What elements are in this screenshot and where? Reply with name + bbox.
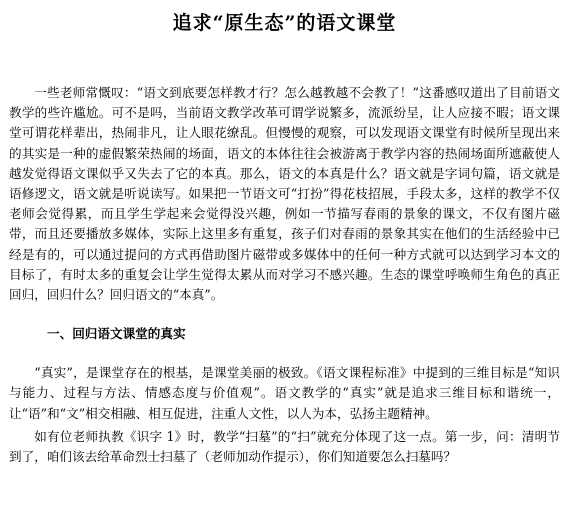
section-heading: 一、回归语文课堂的真实 bbox=[47, 326, 186, 342]
section-paragraph-2: 如有位老师执教《识字 1》时，教学“扫墓”的“扫”就充分体现了这一点。第一步，问：清明节到了，咱们该去给革命烈士扫墓了（老师加动作提示），你们知道要怎么扫墓吗？ bbox=[9, 428, 560, 465]
intro-paragraph: 一些老师常慨叹：“语文到底要怎样教才行？怎么越教越不会教了！”这番感叹道出了目前语文教学的些许尴尬。可不是吗，当前语文教学改革可谓学说繁多，流派纷呈，让人应接不暇；语文课堂可谓花样辈出，热闹非凡，让人眼花缭乱。但慢慢的观察，可以发现语文课堂有时候所呈现出来的其实是一种的虚假繁荣热闹的场面，语文的本体往往会被游离于教学内容的热闹场面所遮蔽使人越发觉得语文课似乎又失去了它的本真。那么，语文的本真是什么？语文就是字词句篇，语文就是语修逻文，语文就是听说读写。如果把一节语文可“打扮”得花枝招展，手段太多，这样的教学不仅老师会觉得累，而且学生学起来会觉得没兴趣，例如一节描写春雨的景象的课文，不仅有图片磁带，而且还要播放多媒体，实际上这里多有重复，孩子们对春雨的景象其实在他们的生活经验中已经是有的，可以通过提问的方式再借助图片磁带或多媒体中的任何一种方式就可以达到学习本文的目标了，有时太多的重复会让学生觉得太累从而对学习不感兴趣。生态的课堂呼唤师生角色的真正回归，回归什么？回归语文的“本真”。 bbox=[9, 85, 560, 303]
document-title: 追求“原生态”的语文课堂 bbox=[172, 12, 397, 34]
section-paragraph-1: “真实”，是课堂存在的根基，是课堂美丽的极致。《语文课程标准》中提到的三维目标是“知识与能力、过程与方法、情感态度与价值观”。语文教学的“真实”就是追求三维目标和谐统一，让“语”和“文”相交相融、相互促进，注重人文性，以人为本，弘扬主题精神。 bbox=[9, 365, 560, 421]
